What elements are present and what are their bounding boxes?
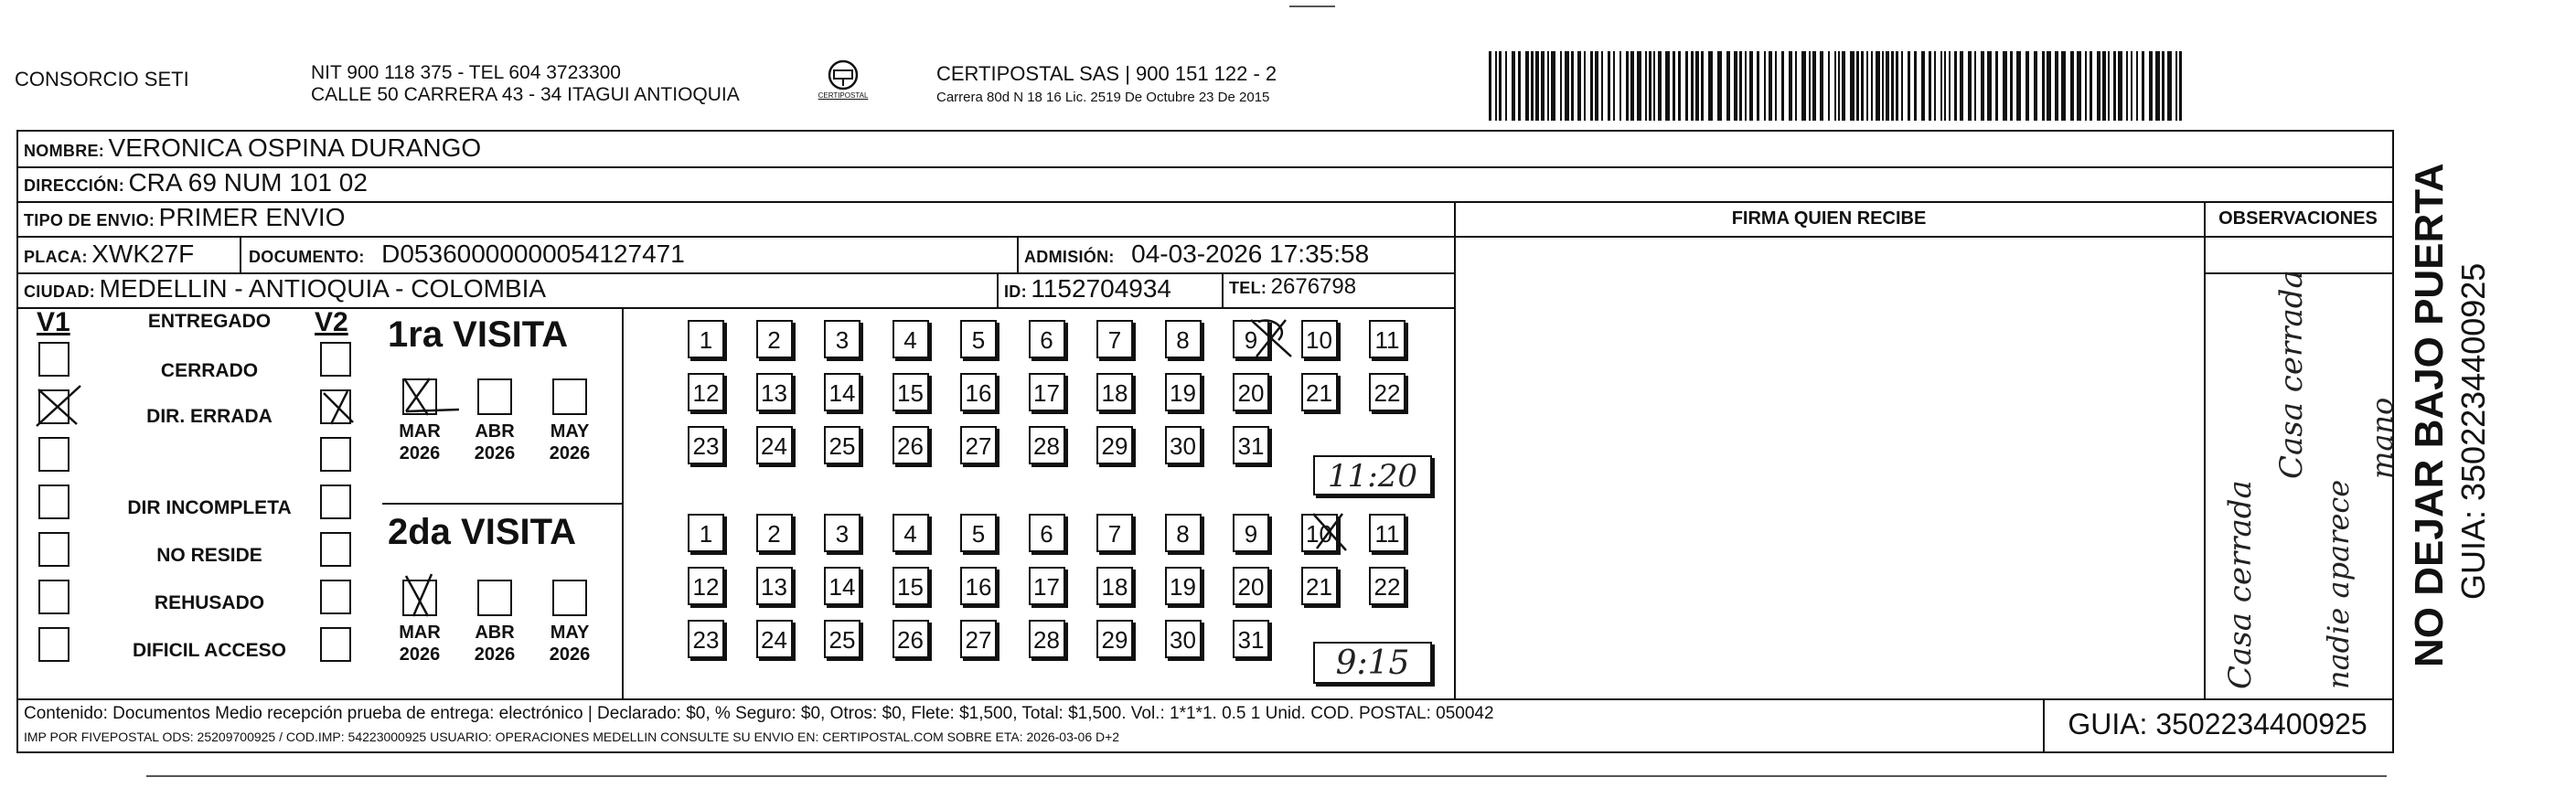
tel-row — [1229, 274, 1356, 300]
nit-line-1: NIT 900 118 375 - TEL 604 3723300 — [311, 62, 621, 83]
barcode-bar — [2061, 51, 2066, 121]
ciudad-label: CIUDAD: — [24, 282, 96, 301]
v1-no-reside-checkbox[interactable] — [38, 532, 69, 567]
second-visit-day-11[interactable]: 11 — [1369, 514, 1406, 552]
barcode-bar — [1577, 51, 1581, 121]
admision-row — [1024, 240, 1369, 269]
first-visit-day-19[interactable]: 19 — [1165, 373, 1202, 411]
second-visit-title: 2da VISITA — [388, 512, 576, 552]
barcode-bar — [1653, 51, 1655, 121]
barcode-bar — [2108, 51, 2110, 121]
first-visit-day-13[interactable]: 13 — [756, 373, 793, 411]
barcode-bar — [1828, 51, 1830, 121]
company-name: CONSORCIO SETI — [15, 68, 189, 91]
first-visit-day-26[interactable]: 26 — [893, 426, 929, 464]
barcode-bar — [1876, 51, 1880, 121]
barcode-bar — [1809, 51, 1811, 121]
second-visit-day-27[interactable]: 27 — [960, 620, 997, 658]
v2-label: V2 — [315, 307, 348, 337]
barcode-bar — [1820, 51, 1823, 121]
v2-month-may-label: MAY 2026 — [549, 623, 591, 665]
bottom-rule — [146, 775, 2387, 777]
footer-guia: GUIA: 3502234400925 — [2068, 708, 2368, 740]
barcode-bar — [1929, 51, 1931, 121]
second-visit-day-19[interactable]: 19 — [1165, 567, 1202, 605]
barcode-bar — [1637, 51, 1641, 121]
tel-value: 2676798 — [1270, 274, 1357, 299]
second-visit-day-24[interactable]: 24 — [756, 620, 793, 658]
top-mark — [1289, 5, 1335, 7]
second-visit-day-3[interactable]: 3 — [824, 514, 860, 552]
first-visit-day-2[interactable]: 2 — [756, 320, 793, 358]
first-visit-day-28[interactable]: 28 — [1029, 426, 1065, 464]
documento-row — [249, 240, 685, 269]
v2-day-10-mark-icon — [1306, 508, 1353, 556]
first-visit-day-25[interactable]: 25 — [824, 426, 860, 464]
first-visit-day-15[interactable]: 15 — [893, 373, 929, 411]
barcode-bar — [2070, 51, 2074, 121]
v1-dir-errada-checkbox[interactable] — [38, 437, 69, 472]
placa-value: XWK27F — [91, 240, 195, 268]
barcode-bar — [2113, 51, 2116, 121]
barcode-bar — [1518, 51, 1521, 121]
second-visit-day-18[interactable]: 18 — [1096, 567, 1133, 605]
v1-month-mar-label: MAR 2026 — [399, 421, 441, 463]
barcode-bar — [1571, 51, 1574, 121]
second-visit-day-6[interactable]: 6 — [1029, 514, 1065, 552]
v1-month-abr-label: ABR 2026 — [474, 421, 516, 463]
barcode-bar — [2162, 51, 2164, 121]
v2-dificil-acceso-checkbox[interactable] — [320, 627, 351, 662]
first-visit-day-3[interactable]: 3 — [824, 320, 860, 358]
barcode-bar — [1861, 51, 1864, 121]
barcode-bar — [1801, 51, 1806, 121]
second-visit-day-30[interactable]: 30 — [1165, 620, 1202, 658]
barcode-bar — [1701, 51, 1704, 121]
barcode-bar — [2102, 51, 2106, 121]
second-visit-time: 9:15 — [1335, 644, 1410, 682]
barcode-bar — [1590, 51, 1593, 121]
barcode-bar — [1626, 51, 1629, 121]
barcode-bar — [2042, 51, 2045, 121]
nombre-label: NOMBRE: — [24, 142, 105, 160]
v1-month-may-box[interactable] — [552, 378, 587, 415]
barcode-bar — [1960, 51, 1963, 121]
barcode-bar — [2034, 51, 2037, 121]
second-visit-day-5[interactable]: 5 — [960, 514, 997, 552]
v2-cerrado-mark-icon — [320, 388, 357, 428]
barcode-bar — [1871, 51, 1873, 121]
logo-text: CERTIPOSTAL — [818, 91, 869, 100]
v2-month-may-box[interactable] — [552, 580, 587, 616]
ciudad-value: MEDELLIN - ANTIOQUIA - COLOMBIA — [99, 274, 547, 303]
barcode-bar — [1914, 51, 1917, 121]
first-visit-title: 1ra VISITA — [388, 314, 569, 355]
first-visit-day-18[interactable]: 18 — [1096, 373, 1133, 411]
barcode-bar — [1726, 51, 1730, 121]
barcode-bar — [1613, 51, 1615, 121]
first-visit-day-31[interactable]: 31 — [1233, 426, 1269, 464]
first-visit-day-10[interactable]: 10 — [1301, 320, 1338, 358]
v1-day-9-mark-icon — [1245, 314, 1297, 362]
status-dir-errada: DIR. ERRADA — [146, 406, 273, 427]
barcode-bar — [1619, 51, 1621, 121]
observation-note-4: mano — [2365, 397, 2400, 479]
placa-label: PLACA: — [24, 248, 88, 266]
barcode-bar — [1645, 51, 1647, 121]
second-visit-day-20[interactable]: 20 — [1233, 567, 1269, 605]
barcode-bar — [1968, 51, 1972, 121]
direccion-row — [24, 168, 368, 197]
barcode-bar — [1551, 51, 1555, 121]
barcode-bar — [1749, 51, 1753, 121]
second-visit-day-10[interactable]: 10 — [1301, 514, 1338, 552]
second-visit-day-31[interactable]: 31 — [1233, 620, 1269, 658]
status-dificil-acceso: DIFICIL ACCESO — [132, 640, 286, 661]
first-visit-day-27[interactable]: 27 — [960, 426, 997, 464]
barcode-bar — [1685, 51, 1688, 121]
barcode-icon — [1489, 51, 2184, 121]
v1-month-mar-mark-icon — [399, 375, 463, 419]
barcode-bar — [1658, 51, 1662, 121]
observation-note-1: Casa cerrada — [2222, 480, 2259, 689]
documento-value: D05360000000054127471 — [381, 240, 685, 268]
v1-cerrado-mark-icon — [31, 378, 86, 430]
barcode-bar — [1882, 51, 1884, 121]
barcode-bar — [1842, 51, 1845, 121]
barcode-bar — [1974, 51, 1976, 121]
first-visit-day-4[interactable]: 4 — [893, 320, 929, 358]
second-visit-day-17[interactable]: 17 — [1029, 567, 1065, 605]
tipo-envio-label: TIPO DE ENVIO: — [24, 211, 155, 229]
first-visit-day-12[interactable]: 12 — [688, 373, 724, 411]
id-row — [1004, 274, 1171, 303]
tipo-envio-value: PRIMER ENVIO — [158, 203, 346, 231]
barcode-bar — [2090, 51, 2092, 121]
v2-month-abr-box[interactable] — [477, 580, 512, 616]
v2-dir-incompleta-checkbox[interactable] — [320, 485, 351, 519]
direccion-value: CRA 69 NUM 101 02 — [128, 168, 368, 197]
observation-note-3: nadie aparece — [2321, 479, 2356, 689]
first-visit-day-6[interactable]: 6 — [1029, 320, 1065, 358]
id-label: ID: — [1004, 282, 1027, 301]
first-visit-day-29[interactable]: 29 — [1096, 426, 1133, 464]
barcode-bar — [1886, 51, 1889, 121]
second-visit-day-28[interactable]: 28 — [1029, 620, 1065, 658]
barcode-bar — [2131, 51, 2132, 121]
second-visit-day-4[interactable]: 4 — [893, 514, 929, 552]
side-warning: NO DEJAR BAJO PUERTA — [2407, 163, 2452, 667]
second-visit-day-1[interactable]: 1 — [688, 514, 724, 552]
barcode-bar — [2085, 51, 2087, 121]
barcode-bar — [1739, 51, 1742, 121]
barcode-bar — [1789, 51, 1792, 121]
barcode-bar — [1949, 51, 1951, 121]
barcode-bar — [1673, 51, 1675, 121]
first-visit-time-box[interactable] — [1313, 455, 1432, 495]
barcode-bar — [1981, 51, 1984, 121]
tel-label: TEL: — [1229, 279, 1267, 297]
barcode-bar — [1734, 51, 1737, 121]
barcode-bar — [1908, 51, 1910, 121]
second-visit-day-22[interactable]: 22 — [1369, 567, 1406, 605]
first-visit-day-9[interactable]: 9 — [1233, 320, 1269, 358]
certipostal-logo-icon — [816, 57, 871, 106]
observaciones-label: OBSERVACIONES — [2218, 208, 2378, 229]
barcode-bar — [1769, 51, 1772, 121]
v1-dificil-acceso-checkbox[interactable] — [38, 627, 69, 662]
certipostal-line-2: Carrera 80d N 18 16 Lic. 2519 De Octubre 23 De 2015 — [936, 90, 1270, 105]
firma-label: FIRMA QUIEN RECIBE — [1731, 208, 1927, 229]
nombre-value: VERONICA OSPINA DURANGO — [108, 133, 482, 162]
admision-label: ADMISIÓN: — [1024, 248, 1115, 266]
barcode-bar — [2167, 51, 2172, 121]
first-visit-day-21[interactable]: 21 — [1301, 373, 1338, 411]
barcode-bar — [2149, 51, 2153, 121]
v2-month-abr-label: ABR 2026 — [474, 623, 516, 665]
footer-imp: IMP POR FIVEPOSTAL ODS: 25209700925 / COD.IMP: 54223000925 USUARIO: OPERACIONES MEDELLIN CONSULTE SU ENVIO EN: CERTIPOSTAL.COM SOBRE ETA: 2026-03-06 D+2 — [24, 729, 1120, 744]
barcode-bar — [1499, 51, 1502, 121]
barcode-bar — [1891, 51, 1894, 121]
first-visit-day-16[interactable]: 16 — [960, 373, 997, 411]
barcode-bar — [1838, 51, 1840, 121]
admision-value: 04-03-2026 17:35:58 — [1131, 240, 1370, 268]
barcode-bar — [2179, 51, 2182, 121]
footer-contenido: Contenido: Documentos Medio recepción prueba de entrega: electrónico | Declarado: $0, % Seguro: $0, Otros: $0, Flete: $1,500, Total: $1,500. Vol.: 1*1*1. 0.5 1 Unid. COD. POSTAL: 050042 — [24, 704, 1494, 723]
second-visit-day-25[interactable]: 25 — [824, 620, 860, 658]
v1-rehusado-checkbox[interactable] — [38, 580, 69, 614]
barcode-bar — [2097, 51, 2100, 121]
first-visit-day-23[interactable]: 23 — [688, 426, 724, 464]
second-visit-time-box[interactable] — [1313, 642, 1432, 684]
v1-month-abr-box[interactable] — [477, 378, 512, 415]
barcode-bar — [1717, 51, 1722, 121]
barcode-bar — [1834, 51, 1836, 121]
barcode-bar — [1896, 51, 1898, 121]
barcode-bar — [2016, 51, 2021, 121]
side-guia: GUIA: 3502234400925 — [2454, 262, 2492, 600]
first-visit-time: 11:20 — [1328, 458, 1417, 495]
barcode-bar — [2155, 51, 2160, 121]
barcode-bar — [1745, 51, 1747, 121]
first-visit-day-5[interactable]: 5 — [960, 320, 997, 358]
second-visit-day-29[interactable]: 29 — [1096, 620, 1133, 658]
status-dir-incompleta: DIR INCOMPLETA — [127, 497, 292, 518]
barcode-bar — [2055, 51, 2058, 121]
id-value: 1152704934 — [1031, 274, 1172, 303]
barcode-bar — [1547, 51, 1549, 121]
v2-dir-errada-checkbox[interactable] — [320, 437, 351, 472]
barcode-bar — [1541, 51, 1545, 121]
barcode-bar — [1584, 51, 1586, 121]
barcode-bar — [2010, 51, 2013, 121]
v2-month-mar-mark-icon — [401, 570, 441, 620]
tipo-envio-row — [24, 203, 345, 232]
barcode-bar — [2003, 51, 2007, 121]
first-visit-day-14[interactable]: 14 — [824, 373, 860, 411]
direccion-label: DIRECCIÓN: — [24, 176, 124, 195]
barcode-bar — [1531, 51, 1534, 121]
first-visit-day-7[interactable]: 7 — [1096, 320, 1133, 358]
barcode-bar — [2047, 51, 2051, 121]
second-visit-day-13[interactable]: 13 — [756, 567, 793, 605]
second-visit-day-15[interactable]: 15 — [893, 567, 929, 605]
barcode-bar — [1665, 51, 1670, 121]
barcode-bar — [2077, 51, 2081, 121]
barcode-bar — [1695, 51, 1699, 121]
status-entregado: ENTREGADO — [147, 311, 272, 332]
barcode-bar — [1649, 51, 1651, 121]
v2-entregado-checkbox[interactable] — [320, 342, 351, 377]
barcode-bar — [2118, 51, 2122, 121]
placa-row — [24, 240, 194, 269]
barcode-bar — [1954, 51, 1957, 121]
nit-line-2: CALLE 50 CARRERA 43 - 34 ITAGUI ANTIOQUIA — [311, 84, 740, 105]
status-rehusado: REHUSADO — [154, 592, 265, 613]
barcode-bar — [1505, 51, 1507, 121]
delivery-form — [16, 130, 2400, 753]
barcode-bar — [1921, 51, 1925, 121]
second-visit-day-2[interactable]: 2 — [756, 514, 793, 552]
barcode-bar — [1595, 51, 1598, 121]
barcode-bar — [1560, 51, 1562, 121]
barcode-bar — [1856, 51, 1859, 121]
barcode-bar — [2026, 51, 2029, 121]
second-visit-day-14[interactable]: 14 — [824, 567, 860, 605]
v2-month-mar-label: MAR 2026 — [399, 623, 441, 665]
barcode-bar — [1535, 51, 1539, 121]
first-visit-day-1[interactable]: 1 — [688, 320, 724, 358]
barcode-bar — [1987, 51, 1992, 121]
barcode-bar — [1866, 51, 1868, 121]
first-visit-day-8[interactable]: 8 — [1165, 320, 1202, 358]
first-visit-day-17[interactable]: 17 — [1029, 373, 1065, 411]
certipostal-line-1: CERTIPOSTAL SAS | 900 151 122 - 2 — [936, 62, 1277, 85]
barcode-bar — [1944, 51, 1946, 121]
v1-month-may-label: MAY 2026 — [549, 421, 591, 463]
barcode-bar — [1608, 51, 1610, 121]
barcode-bar — [1901, 51, 1903, 121]
barcode-bar — [1934, 51, 1936, 121]
v1-entregado-checkbox[interactable] — [38, 342, 69, 377]
barcode-bar — [1495, 51, 1497, 121]
barcode-bar — [1764, 51, 1766, 121]
barcode-bar — [1812, 51, 1816, 121]
barcode-bar — [2136, 51, 2138, 121]
barcode-bar — [2175, 51, 2177, 121]
barcode-bar — [1512, 51, 1515, 121]
first-visit-day-30[interactable]: 30 — [1165, 426, 1202, 464]
observation-note-2: Casa cerrada — [2273, 270, 2310, 479]
barcode-bar — [2142, 51, 2144, 121]
barcode-bar — [1691, 51, 1694, 121]
second-visit-day-26[interactable]: 26 — [893, 620, 929, 658]
first-visit-day-11[interactable]: 11 — [1369, 320, 1406, 358]
barcode-bar — [1630, 51, 1634, 121]
v1-label: V1 — [37, 307, 70, 337]
nombre-row — [24, 133, 481, 163]
second-visit-day-9[interactable]: 9 — [1233, 514, 1269, 552]
documento-label: DOCUMENTO: — [249, 248, 365, 266]
v1-dir-incompleta-checkbox[interactable] — [38, 485, 69, 519]
first-visit-day-20[interactable]: 20 — [1233, 373, 1269, 411]
barcode-bar — [1678, 51, 1681, 121]
barcode-bar — [1775, 51, 1777, 121]
second-visit-day-16[interactable]: 16 — [960, 567, 997, 605]
v2-no-reside-checkbox[interactable] — [320, 532, 351, 567]
second-visit-day-21[interactable]: 21 — [1301, 567, 1338, 605]
second-visit-day-8[interactable]: 8 — [1165, 514, 1202, 552]
barcode-bar — [1525, 51, 1529, 121]
second-visit-day-23[interactable]: 23 — [688, 620, 724, 658]
v2-rehusado-checkbox[interactable] — [320, 580, 351, 614]
barcode-bar — [1708, 51, 1713, 121]
barcode-bar — [1781, 51, 1784, 121]
barcode-bar — [1850, 51, 1855, 121]
first-visit-day-24[interactable]: 24 — [756, 426, 793, 464]
barcode-bar — [1601, 51, 1603, 121]
status-cerrado: CERRADO — [160, 360, 259, 381]
status-no-reside: NO RESIDE — [156, 545, 262, 566]
barcode-bar — [1757, 51, 1759, 121]
barcode-bar — [1565, 51, 1569, 121]
ciudad-row — [24, 274, 546, 303]
barcode-bar — [2126, 51, 2128, 121]
first-visit-day-22[interactable]: 22 — [1369, 373, 1406, 411]
barcode-bar — [1489, 51, 1491, 121]
barcode-bar — [1940, 51, 1942, 121]
second-visit-day-7[interactable]: 7 — [1096, 514, 1133, 552]
barcode-bar — [1795, 51, 1797, 121]
second-visit-day-12[interactable]: 12 — [688, 567, 724, 605]
barcode-bar — [1995, 51, 1998, 121]
